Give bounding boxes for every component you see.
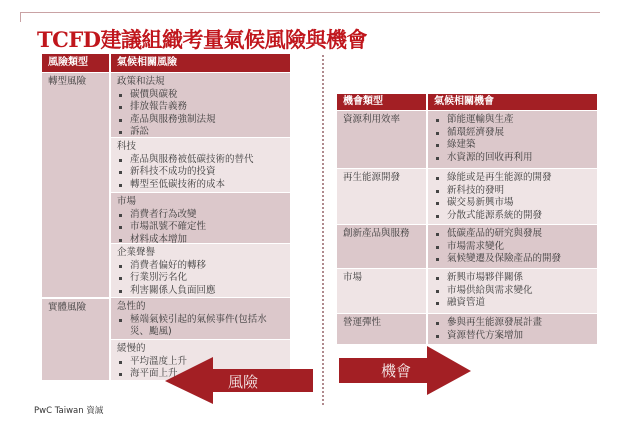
group-heading: 企業聲譽: [117, 247, 156, 258]
list-item: 產品與服務被低碳技術的替代: [117, 154, 284, 167]
group-heading: 市場: [117, 196, 137, 207]
list-item: 碳交易新興市場: [434, 197, 591, 210]
list-item: 平均溫度上升: [117, 356, 284, 369]
opp-type-cell: 市場: [337, 269, 426, 313]
opp-items: [428, 269, 597, 313]
list-item: 綠能或是再生能源的開發: [434, 172, 591, 185]
risk-arrow-label: 風險: [228, 373, 259, 391]
list-item: 市場訊號不確定性: [117, 221, 284, 234]
list-item: 新科技不成功的投資: [117, 166, 284, 179]
list-item: 分散式能源系統的開發: [434, 210, 591, 223]
list-item: 材料成本增加: [117, 234, 284, 247]
risk-group: [111, 138, 290, 192]
list-item: 新興市場夥伴關係: [434, 272, 591, 285]
group-heading: 科技: [117, 141, 137, 152]
opportunity-arrow-label: 機會: [381, 362, 412, 380]
list-item: 低碳產品的研究與發展: [434, 228, 591, 241]
list-item: 行業別污名化: [117, 272, 284, 285]
opp-items: [428, 169, 597, 224]
list-item: 產品與服務強制法規: [117, 114, 284, 127]
list-item: 極端氣候引起的氣候事件(包括水災、颱風): [117, 314, 284, 339]
opp-items: [428, 111, 597, 168]
risk-group: [111, 193, 290, 243]
page-title: TCFD建議組織考量氣候風險與機會: [37, 27, 367, 52]
group-heading: 政策和法規: [117, 76, 165, 87]
group-heading: 緩慢的: [117, 343, 146, 354]
list-item: 循環經濟發展: [434, 127, 591, 140]
risk-group: [111, 73, 290, 137]
list-item: 海平面上升: [117, 368, 284, 381]
dotted-divider: [322, 55, 324, 405]
opp-type-cell: 創新產品與服務: [337, 225, 426, 268]
risk-group: [111, 244, 290, 297]
group-heading: 急性的: [117, 301, 146, 312]
list-item: 消費者行為改變: [117, 209, 284, 222]
opp-desc-header: 氣候相關機會: [428, 94, 597, 110]
list-item: 參與再生能源發展計畫: [434, 317, 591, 330]
list-item: 氣候變遷及保險產品的開發: [434, 253, 591, 266]
list-item: 市場需求變化: [434, 241, 591, 254]
list-item: 節能運輸與生產: [434, 114, 591, 127]
list-item: 排放報告義務: [117, 101, 284, 114]
list-item: 綠建築: [434, 139, 591, 152]
list-item: 資源替代方案增加: [434, 330, 591, 343]
top-rule-tick: [20, 12, 21, 22]
list-item: 水資源的回收再利用: [434, 152, 591, 165]
list-item: 新科技的發明: [434, 185, 591, 198]
opp-type-cell: 營運彈性: [337, 314, 426, 344]
top-rule: [20, 12, 600, 13]
opp-type-cell: 資源利用效率: [337, 111, 426, 168]
list-item: 訴訟: [117, 126, 284, 139]
list-item: 消費者偏好的轉移: [117, 260, 284, 273]
risk-group: [111, 298, 290, 339]
opp-items: [428, 225, 597, 268]
risk-type-cell: 轉型風險: [42, 73, 109, 297]
list-item: 融資管道: [434, 297, 591, 310]
list-item: 轉型至低碳技術的成本: [117, 179, 284, 192]
risk-type-header: 風險類型: [42, 54, 109, 72]
list-item: 碳價與碳稅: [117, 89, 284, 102]
opp-type-header: 機會類型: [337, 94, 426, 110]
risk-desc-header: 氣候相關風險: [111, 54, 290, 72]
footer-source: PwC Taiwan 資誠: [34, 406, 104, 416]
list-item: 利害關係人負面回應: [117, 285, 284, 298]
opp-type-cell: 再生能源開發: [337, 169, 426, 224]
risk-type-cell: 實體風險: [42, 298, 109, 380]
list-item: 市場供給與需求變化: [434, 285, 591, 298]
